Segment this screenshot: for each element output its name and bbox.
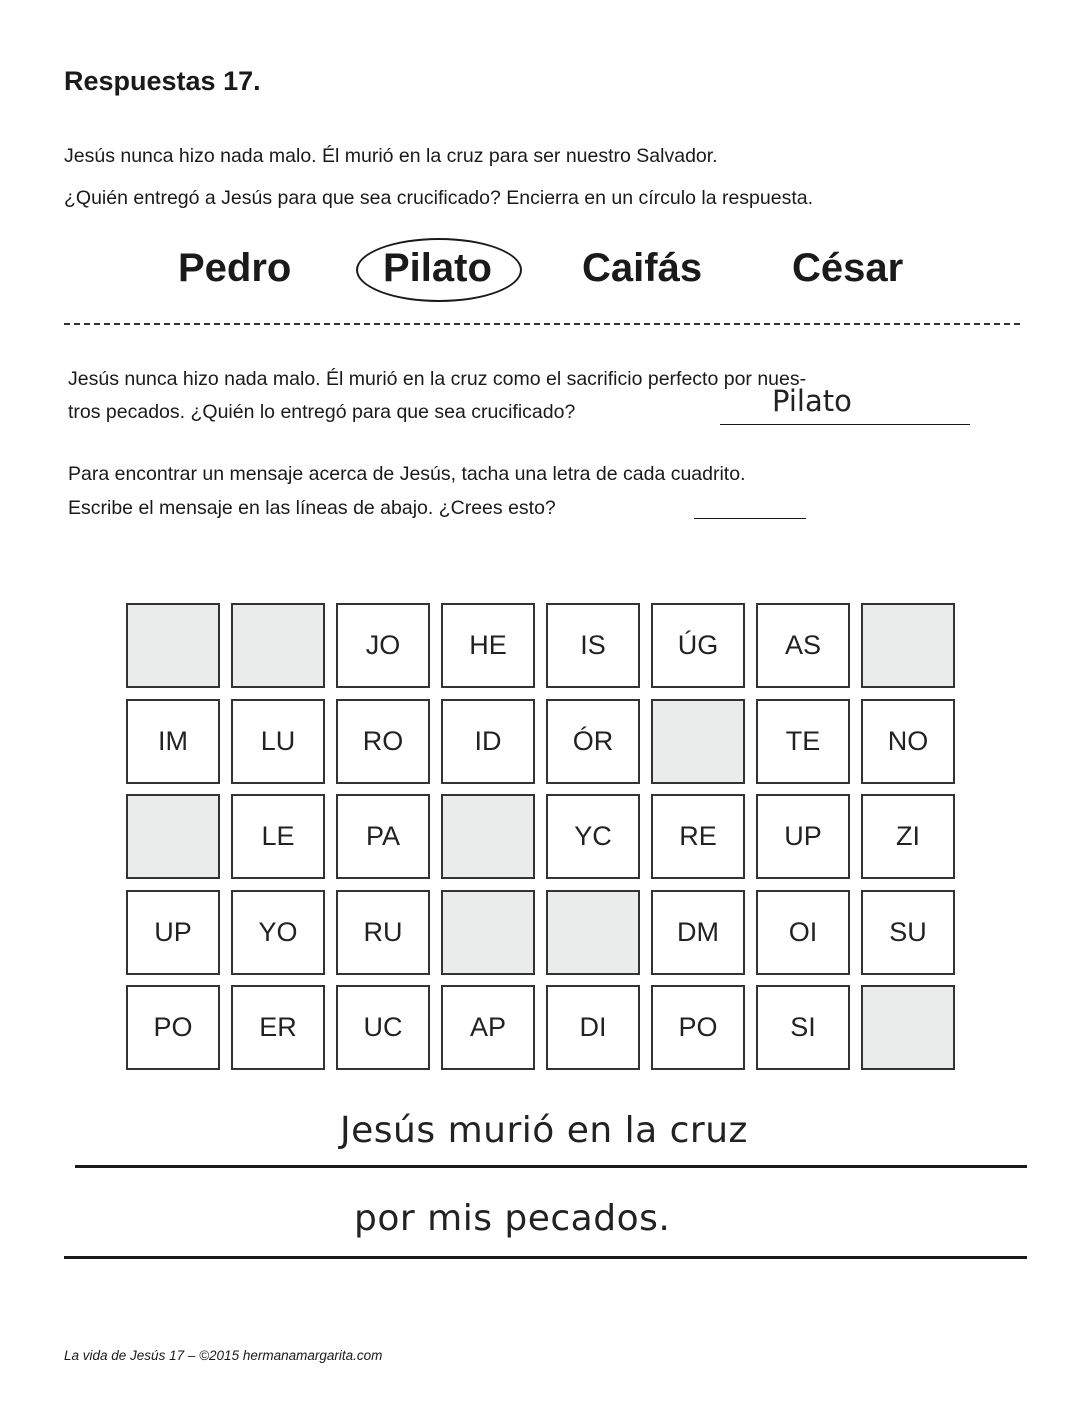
grid-cell[interactable]: PO	[651, 985, 745, 1070]
instructions-line-2: Escribe el mensaje en las líneas de abajo. ¿Crees esto?	[68, 497, 556, 519]
dashed-divider	[64, 323, 1020, 325]
choice-cesar[interactable]: César	[792, 246, 904, 290]
question2-line-2: tros pecados. ¿Quién lo entregó para que sea crucificado?	[68, 401, 576, 423]
question2-answer: Pilato	[772, 384, 852, 418]
grid-cell[interactable]: NO	[861, 699, 955, 784]
footer-credit: La vida de Jesús 17 – ©2015 hermanamargarita.com	[64, 1348, 383, 1363]
grid-cell[interactable]: OI	[756, 890, 850, 975]
grid-cell-empty[interactable]	[231, 603, 325, 688]
grid-cell-empty[interactable]	[126, 603, 220, 688]
instructions-line-1: Para encontrar un mensaje acerca de Jesús, tacha una letra de cada cuadrito.	[68, 463, 746, 485]
grid-cell-empty[interactable]	[546, 890, 640, 975]
choice-pilato[interactable]: Pilato	[383, 246, 492, 290]
question2-line-1: Jesús nunca hizo nada malo. Él murió en la cruz como el sacrificio perfecto por nues-	[68, 368, 807, 390]
choice-pedro[interactable]: Pedro	[178, 246, 292, 290]
grid-cell[interactable]: UP	[126, 890, 220, 975]
grid-cell[interactable]: PA	[336, 794, 430, 879]
believe-answer-line[interactable]	[694, 496, 806, 519]
grid-cell[interactable]: AS	[756, 603, 850, 688]
grid-cell[interactable]: ER	[231, 985, 325, 1070]
grid-cell[interactable]: DI	[546, 985, 640, 1070]
grid-cell[interactable]: RU	[336, 890, 430, 975]
answer-line-1-text: Jesús murió en la cruz	[340, 1110, 748, 1151]
intro-line-2: ¿Quién entregó a Jesús para que sea crucificado? Encierra en un círculo la respuesta.	[64, 187, 814, 209]
page-title: Respuestas 17.	[64, 66, 261, 96]
grid-cell[interactable]: IM	[126, 699, 220, 784]
grid-cell[interactable]: TE	[756, 699, 850, 784]
grid-cell[interactable]: SU	[861, 890, 955, 975]
choice-row	[0, 240, 1088, 296]
grid-cell[interactable]: ID	[441, 699, 535, 784]
grid-cell-empty[interactable]	[441, 794, 535, 879]
grid-cell[interactable]: YC	[546, 794, 640, 879]
grid-cell[interactable]: PO	[126, 985, 220, 1070]
grid-cell-empty[interactable]	[651, 699, 745, 784]
grid-cell-empty[interactable]	[126, 794, 220, 879]
grid-cell[interactable]: JO	[336, 603, 430, 688]
grid-cell[interactable]: ÚG	[651, 603, 745, 688]
grid-cell[interactable]: UP	[756, 794, 850, 879]
grid-cell[interactable]: AP	[441, 985, 535, 1070]
grid-cell-empty[interactable]	[861, 985, 955, 1070]
grid-cell[interactable]: LE	[231, 794, 325, 879]
grid-cell[interactable]: RE	[651, 794, 745, 879]
grid-cell[interactable]: YO	[231, 890, 325, 975]
letter-grid	[126, 603, 962, 1075]
grid-cell[interactable]: RO	[336, 699, 430, 784]
grid-cell[interactable]: ZI	[861, 794, 955, 879]
grid-cell[interactable]: SI	[756, 985, 850, 1070]
grid-cell-empty[interactable]	[441, 890, 535, 975]
grid-cell[interactable]: IS	[546, 603, 640, 688]
intro-line-1: Jesús nunca hizo nada malo. Él murió en la cruz para ser nuestro Salvador.	[64, 145, 718, 167]
answer-rule-2[interactable]	[64, 1256, 1027, 1259]
grid-cell[interactable]: DM	[651, 890, 745, 975]
grid-cell[interactable]: UC	[336, 985, 430, 1070]
grid-cell[interactable]: ÓR	[546, 699, 640, 784]
grid-cell[interactable]: HE	[441, 603, 535, 688]
grid-cell-empty[interactable]	[861, 603, 955, 688]
answer-line-2-text: por mis pecados.	[354, 1198, 671, 1239]
choice-caifas[interactable]: Caifás	[582, 246, 703, 290]
grid-cell[interactable]: LU	[231, 699, 325, 784]
answer-circle	[356, 238, 522, 302]
answer-rule-1[interactable]	[75, 1165, 1027, 1168]
